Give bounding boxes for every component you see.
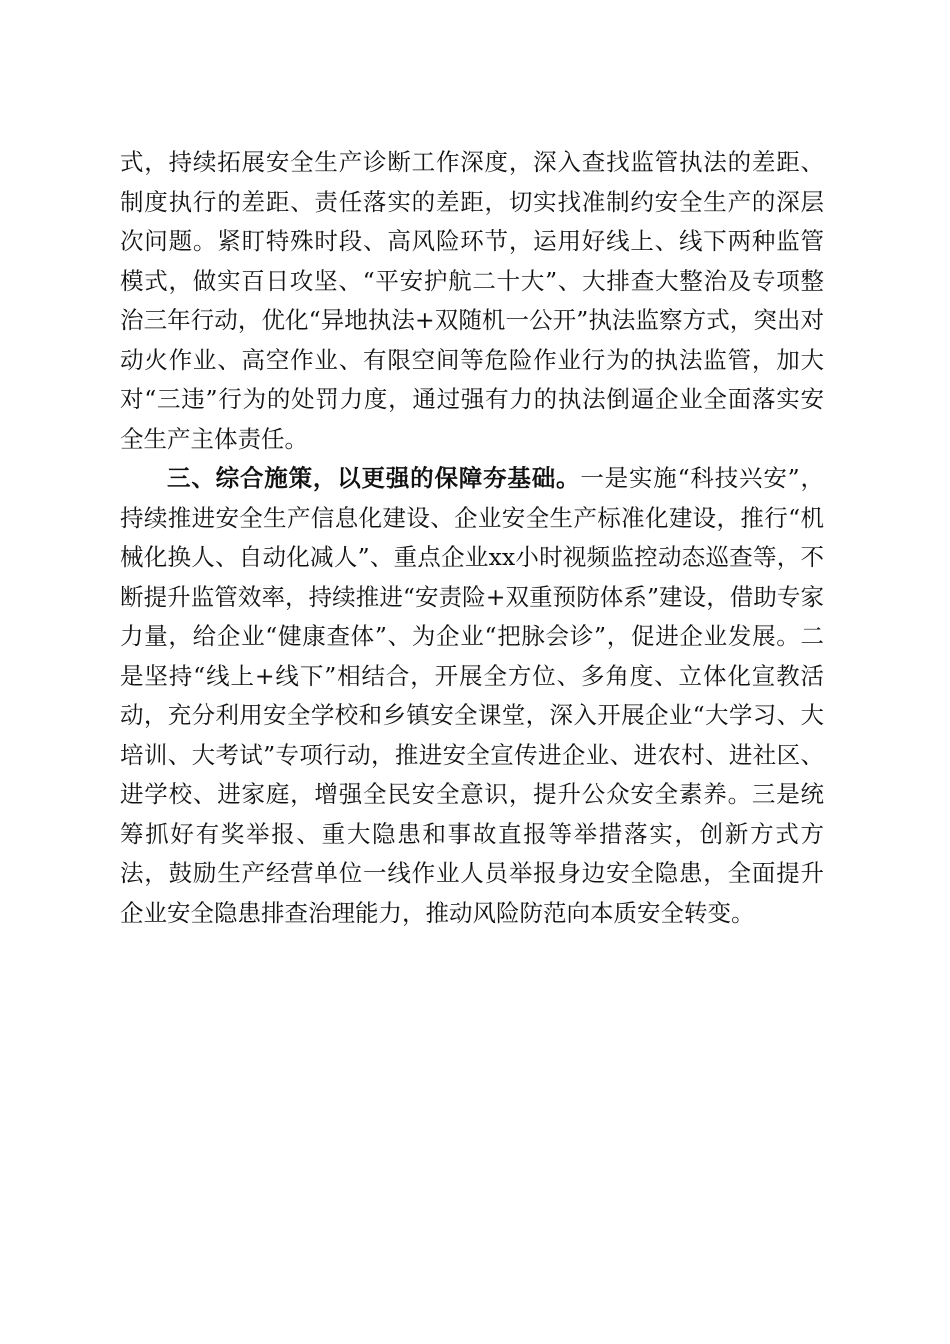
paragraph-continuation (120, 143, 824, 459)
paragraph-2-text: 一是实施“科技兴安”，持续推进安全生产信息化建设、企业安全生产标准化建设，推行“机械化换人、自动化减人”、重点企业xx小时视频监控动态巡查等，不断提升监管效率，持续推进“安责险+双重预防体系”建设，借助专家力量，给企业“健康查体”、为企业“把脉会诊”，促进企业发展。二是坚持“线上+线下”相结合，开展全方位、多角度、立体化宣教活动，充分利用安全学校和乡镇安全课堂，深入开展企业“大学习、大培训、大考试”专项行动，推进安全宣传进企业、进农村、进社区、进学校、进家庭，增强全民安全意识，提升公众安全素养。三是统筹抓好有奖举报、重大隐患和事故直报等举措落实，创新方式方法，鼓励生产经营单位一线作业人员举报身边安全隐患，全面提升企业安全隐患排查治理能力，推动风险防范向本质安全转变。 (120, 464, 825, 927)
document-body (120, 143, 824, 933)
paragraph-1-text: 式，持续拓展安全生产诊断工作深度，深入查找监管执法的差距、制度执行的差距、责任落实的差距，切实找准制约安全生产的深层次问题。紧盯特殊时段、高风险环节，运用好线上、线下两种监管模式，做实百日攻坚、“平安护航二十大”、大排查大整治及专项整治三年行动，优化“异地执法+双随机一公开”执法监察方式，突出对动火作业、高空作业、有限空间等危险作业行为的执法监管，加大对“三违”行为的处罚力度，通过强有力的执法倒逼企业全面落实安全生产主体责任。 (120, 148, 824, 453)
section-heading: 三、综合施策，以更强的保障夯基础。 (167, 464, 581, 492)
paragraph-section-three (120, 459, 824, 933)
